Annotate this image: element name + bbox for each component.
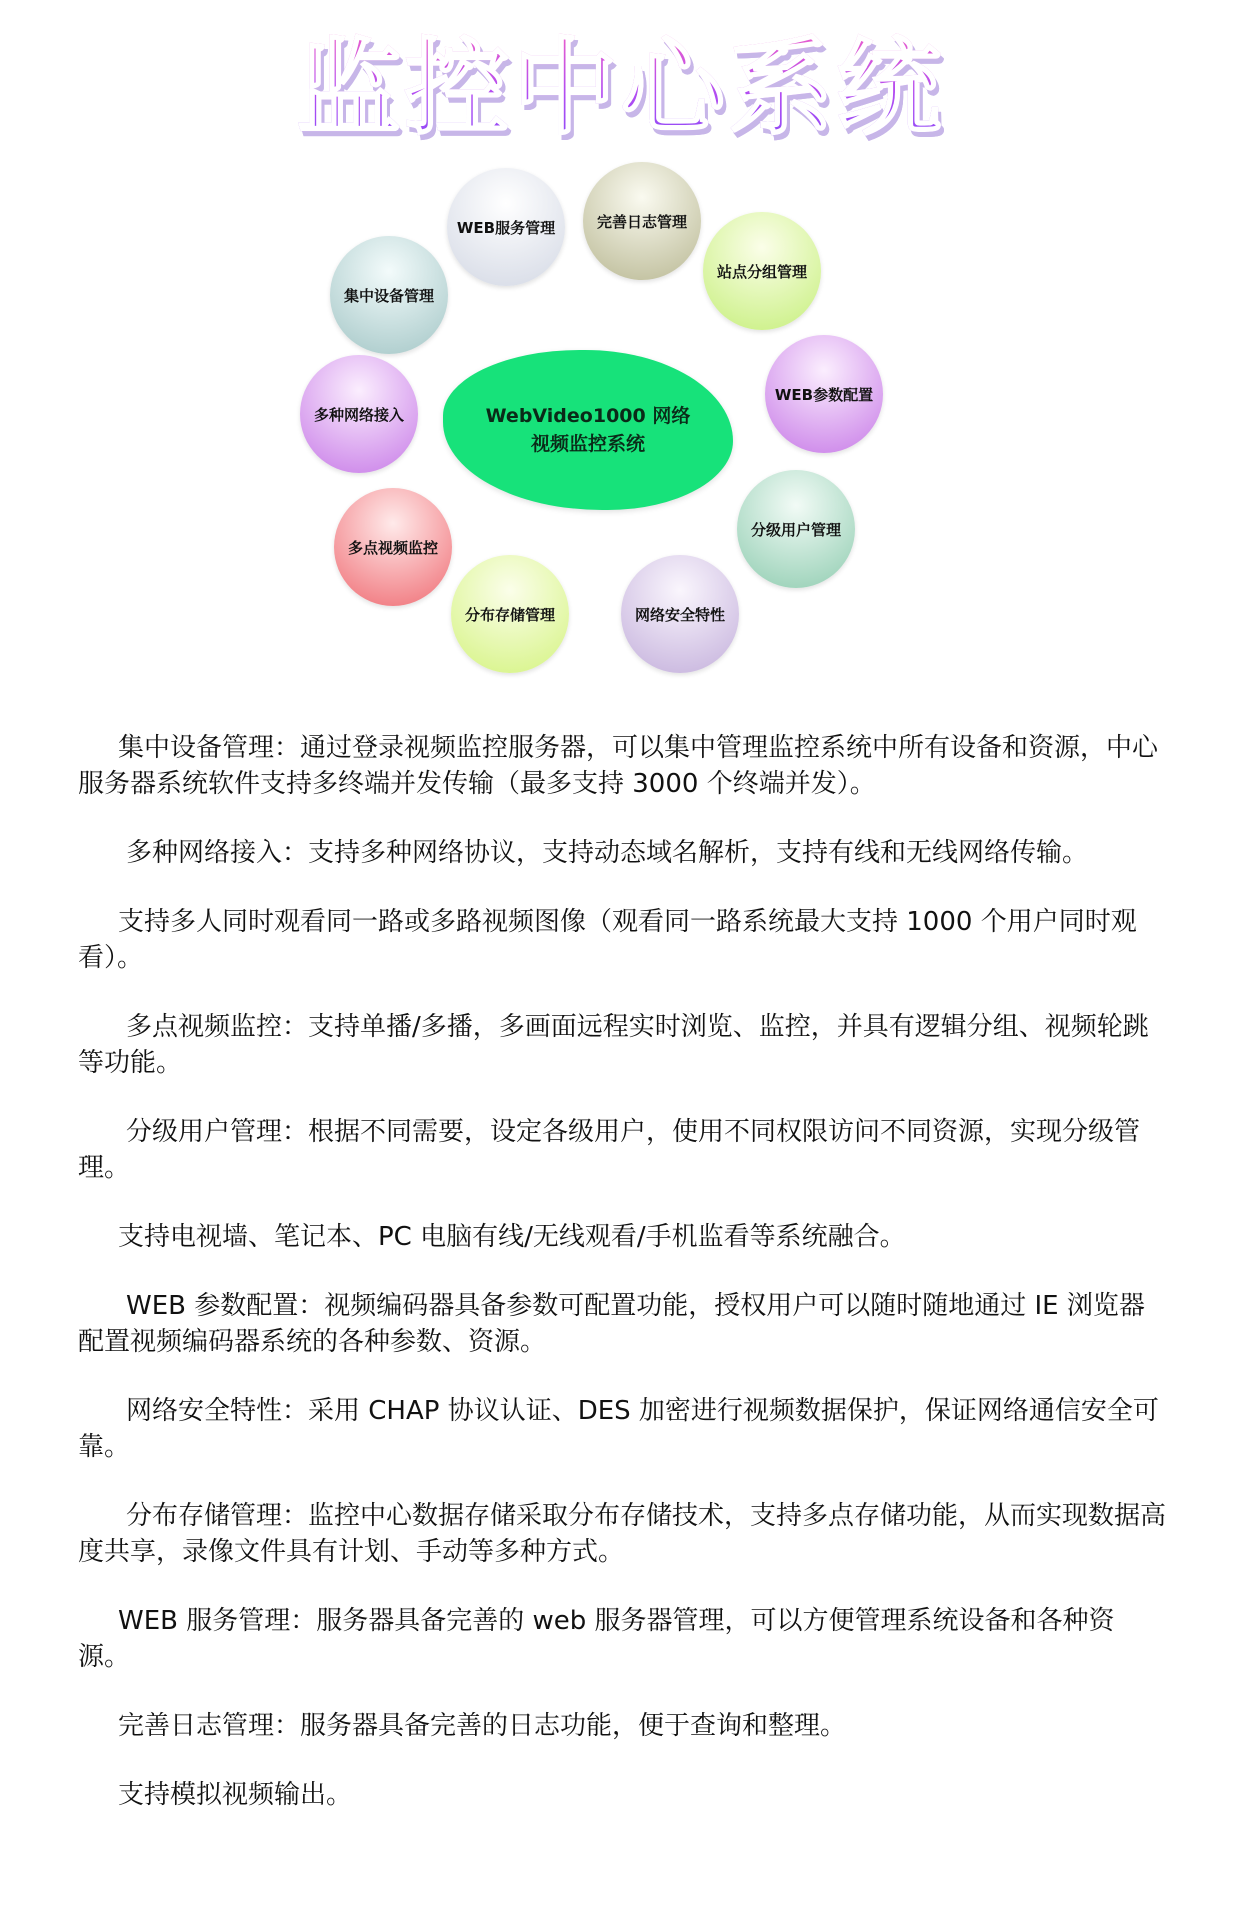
feature-description [78,730,1166,1846]
para-net-access: 多种网络接入：支持多种网络协议，支持动态域名解析，支持有线和无线网络传输。 [126,838,1089,868]
center-node-line1: WebVideo1000 网络 [485,405,691,427]
node-site-grouping: 站点分组管理 [703,212,821,330]
page-title [0,28,1242,148]
para-net-security: 网络安全特性：采用 CHAP 协议认证、DES 加密进行视频数据保护，保证网络通信安全可靠。 [78,1396,1159,1462]
para-log-mgmt: 完善日志管理：服务器具备完善的日志功能，便于查询和整理。 [118,1711,847,1741]
para-multi-viewer: 支持多人同时观看同一路或多路视频图像（观看同一路系统最大支持 1000 个用户同时观看）。 [78,907,1137,973]
para-device-mgmt: 集中设备管理：通过登录视频监控服务器，可以集中管理监控系统中所有设备和资源，中心服务器系统软件支持多终端并发传输（最多支持 3000 个终端并发）。 [78,733,1159,799]
para-analog-output: 支持模拟视频输出。 [118,1780,353,1810]
para-fusion: 支持电视墙、笔记本、PC 电脑有线/无线观看/手机监看等系统融合。 [118,1222,906,1252]
para-dist-storage: 分布存储管理：监控中心数据存储采取分布存储技术，支持多点存储功能，从而实现数据高度共享，录像文件具有计划、手动等多种方式。 [78,1501,1167,1567]
node-web-service: WEB服务管理 [447,168,565,286]
para-web-params: WEB 参数配置：视频编码器具备参数可配置功能，授权用户可以随时随地通过 IE 浏览器配置视频编码器系统的各种参数、资源。 [78,1291,1145,1357]
node-multi-video: 多点视频监控 [334,488,452,606]
node-device-mgmt: 集中设备管理 [330,236,448,354]
para-user-levels: 分级用户管理：根据不同需要，设定各级用户，使用不同权限访问不同资源，实现分级管理。 [78,1117,1141,1183]
node-dist-storage: 分布存储管理 [451,555,569,673]
node-log-management: 完善日志管理 [583,162,701,280]
node-web-params: WEB参数配置 [765,335,883,453]
node-user-levels: 分级用户管理 [737,470,855,588]
para-multi-video: 多点视频监控：支持单播/多播，多画面远程实时浏览、监控，并具有逻辑分组、视频轮跳等功能。 [78,1012,1149,1078]
diagram-center-node [443,350,733,510]
para-web-service: WEB 服务管理：服务器具备完善的 web 服务器管理，可以方便管理系统设备和各种资源。 [78,1606,1115,1672]
node-net-access: 多种网络接入 [300,355,418,473]
system-diagram [0,150,1242,690]
page-title-text: 监控中心系统 [296,27,945,149]
node-net-security: 网络安全特性 [621,555,739,673]
center-node-line2: 视频监控系统 [530,433,645,455]
